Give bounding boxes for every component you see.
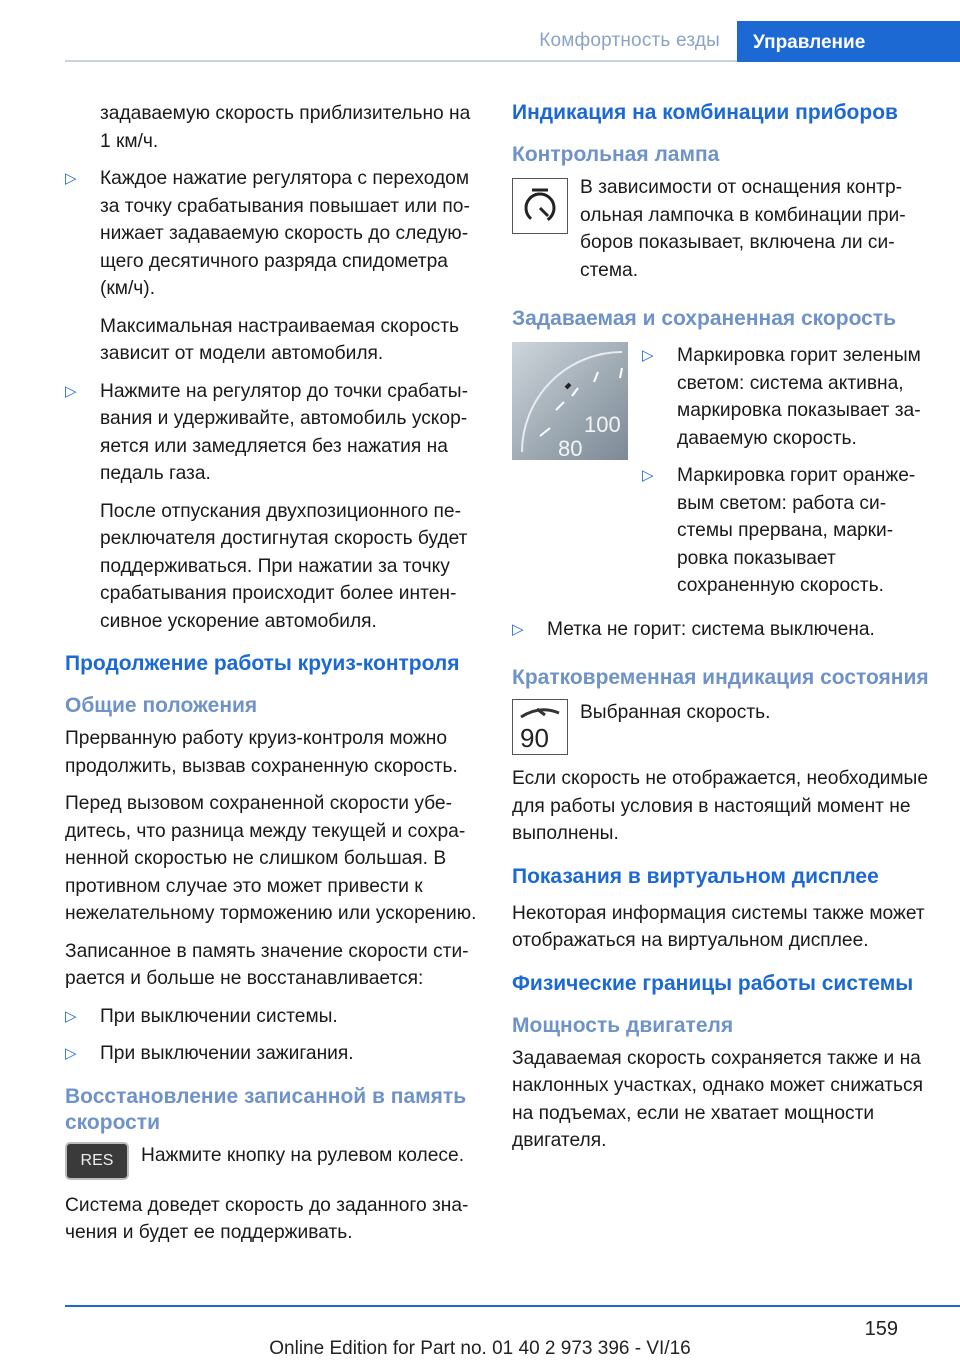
paragraph: В зависимости от оснащения контрольная лампочка в комбинации приборов показывает, включена ли система. xyxy=(580,177,906,281)
bullet-triangle-icon: ▷ xyxy=(642,347,654,364)
res-row xyxy=(65,1142,483,1180)
paragraph: Если скорость не отображается, необходимые для работы условия в настоящий момент не выполнены. xyxy=(512,768,929,844)
subsection-heading: Мощность двигателя xyxy=(512,1013,734,1037)
subsection-heading: Кратковременная индикация состояния xyxy=(512,666,929,689)
selected-speed-row xyxy=(512,699,930,755)
gauge-row xyxy=(512,342,930,610)
paragraph: задаваемую скорость приблизительно на 1 км/ч. xyxy=(100,103,471,152)
bullet-triangle-icon: ▷ xyxy=(65,170,77,187)
bullet-triangle-icon: ▷ xyxy=(65,1045,77,1062)
list-item-text: При выключении зажигания. xyxy=(100,1043,354,1064)
speed-90-text: 90 xyxy=(520,723,549,753)
paragraph: Перед вызовом сохраненной скорости убедитесь, что разница между текущей и сохраненной скоростью не слишком большая. В противном случае это может привести к нежелательному торможению или ускорению. xyxy=(65,793,477,924)
bullet-triangle-icon: ▷ xyxy=(65,382,77,400)
bullet-triangle-icon: ▷ xyxy=(642,467,654,484)
list-item xyxy=(65,1040,483,1068)
list-item xyxy=(65,1003,483,1031)
list-item-text: Каждое нажатие регулятора с переходом за точку срабатывания повышает или понижает задаваемую скорость до следующего десятичного разряда спидометра (км/ч). xyxy=(100,168,470,299)
section-heading: Продолжение работы круиз-контроля xyxy=(65,652,460,675)
gauge-label-80: 80 xyxy=(558,436,583,460)
subsection-heading: Контрольная лампа xyxy=(512,143,720,166)
list-item xyxy=(642,342,930,452)
lamp-row xyxy=(512,174,930,284)
right-column xyxy=(512,100,930,1165)
subsection-heading: Задаваемая и сохраненная скорость xyxy=(512,307,896,330)
section-heading: Индикация на комбинации приборов xyxy=(512,101,898,124)
paragraph: Система доведет скорость до заданного значения и будет ее поддерживать. xyxy=(65,1194,469,1243)
speedometer-image xyxy=(512,342,628,460)
page-number: 159 xyxy=(864,1318,898,1340)
gauge-bullets xyxy=(642,342,930,610)
edition-line: Online Edition for Part no. 01 40 2 973 396 - VI/16 xyxy=(269,1338,691,1359)
bullet-triangle-icon: ▷ xyxy=(65,1007,77,1025)
section-heading: Физические границы работы системы xyxy=(512,971,914,995)
subsection-heading: Восстановление записанной в память скорости xyxy=(65,1084,467,1134)
list-item-text: Нажмите на регулятор до точки срабатывания и удерживайте, автомобиль ускоряется или замедляется без нажатия на педаль газа. xyxy=(100,380,468,484)
speed-90-icon xyxy=(512,699,568,755)
list-item xyxy=(65,378,483,488)
res-button-icon: RES xyxy=(65,1142,129,1180)
footer-rule xyxy=(65,1305,960,1307)
paragraph: После отпускания двухпозиционного переключателя достигнутая скорость будет поддерживаться. При нажатии за точку срабатывания происходит более интенсивное ускорение автомобиля. xyxy=(100,500,468,632)
header-tab: Управление xyxy=(737,21,960,62)
list-item-text: Метка не горит: система выключена. xyxy=(547,618,875,640)
list-item-text: При выключении системы. xyxy=(100,1005,338,1027)
list-item xyxy=(512,616,930,644)
paragraph: Записанное в память значение скорости стирается и больше не восстанавливается: xyxy=(65,940,469,989)
paragraph: Прерванную работу круиз-контроля можно продолжить, вызвав сохраненную скорость. xyxy=(65,728,458,777)
left-column xyxy=(65,100,483,1257)
gauge-label-100: 100 xyxy=(584,412,621,437)
paragraph: Нажмите кнопку на рулевом колесе. xyxy=(141,1144,465,1166)
list-item xyxy=(65,165,483,303)
paragraph: Задаваемая скорость сохраняется также и на наклонных участках, однако может снижаться на подъемах, если не хватает мощности двигателя. xyxy=(512,1047,923,1151)
cruise-control-icon xyxy=(512,178,568,234)
list-item xyxy=(642,462,930,600)
list-item-text: Маркировка горит зеленым светом: система активна, маркировка показывает задаваемую скорость. xyxy=(677,345,921,449)
header-section: Комфортность езды xyxy=(539,30,720,51)
paragraph: Максимальная настраиваемая скорость зависит от модели автомобиля. xyxy=(100,315,460,364)
subsection-heading: Общие положения xyxy=(65,694,258,717)
section-heading: Показания в виртуальном дисплее xyxy=(512,864,879,888)
paragraph: Выбранная скорость. xyxy=(580,702,771,723)
bullet-triangle-icon: ▷ xyxy=(512,620,524,638)
paragraph: Некоторая информация системы также может отображаться на виртуальном дисплее. xyxy=(512,902,925,951)
list-item-text: Маркировка горит оранжевым светом: работа системы прервана, маркировка показывает сохраненную скорость. xyxy=(677,465,916,596)
